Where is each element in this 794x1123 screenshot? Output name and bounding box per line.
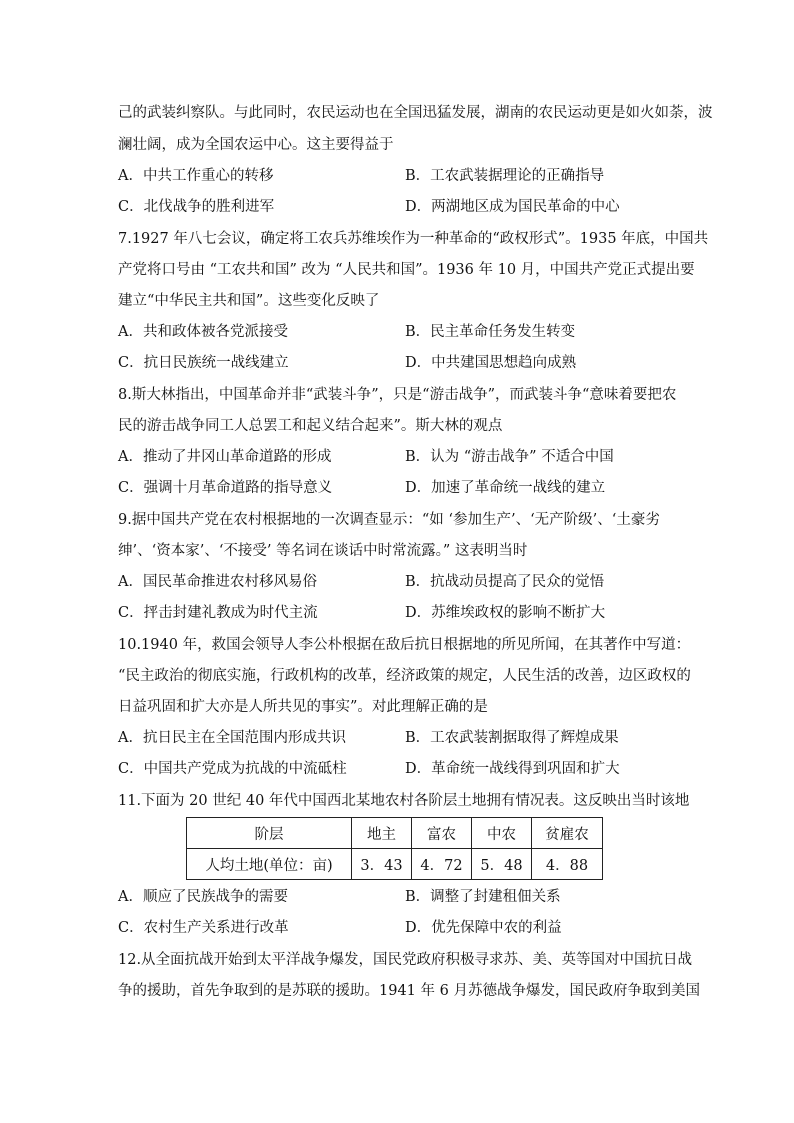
table-cell: 4．88 — [532, 849, 603, 880]
table-row — [187, 849, 603, 880]
table-header-cell: 贫雇农 — [532, 818, 603, 849]
q12-text-line1: 12.从全面抗战开始到太平洋战争爆发，国民党政府积极寻求苏、美、英等国对中国抗日战 — [118, 952, 693, 968]
q7-option-a: A．共和政体被各党派接受 — [118, 324, 288, 340]
q8-option-c: C．强调十月革命道路的指导意义 — [118, 480, 333, 496]
q9-text-line1: 9.据中国共产党在农村根据地的一次调查显示：“如 ‘参加生产’、‘无产阶级’、‘土豪劣 — [118, 512, 660, 528]
table-cell: 5．48 — [472, 849, 532, 880]
q11-option-a: A．顺应了民族战争的需要 — [118, 889, 288, 905]
land-ownership-table — [186, 817, 603, 880]
table-cell: 人均土地(单位：亩) — [187, 849, 352, 880]
q10-text-line3: 日益巩固和扩大亦是人所共见的事实”。对此理解正确的是 — [118, 699, 488, 715]
table-header-row — [187, 818, 603, 849]
q10-text-line1: 10.1940 年，救国会领导人李公朴根据在敌后抗日根据地的所见所闻，在其著作中写道： — [118, 637, 691, 653]
q6-option-a: A．中共工作重心的转移 — [118, 168, 274, 184]
table-cell: 4．72 — [412, 849, 472, 880]
table-cell: 3．43 — [352, 849, 412, 880]
q7-text-line2: 产党将口号由 “工农共和国” 改为 “人民共和国”。1936 年 10 月，中国共产党正式提出要 — [118, 262, 695, 278]
q8-text-line2: 民的游击战争同工人总罢工和起义结合起来”。斯大林的观点 — [118, 418, 503, 434]
q10-option-d: D．革命统一战线得到巩固和扩大 — [405, 761, 620, 777]
q10-option-a: A．抗日民主在全国范围内形成共识 — [118, 730, 346, 746]
q9-option-b: B．抗战动员提高了民众的觉悟 — [405, 574, 605, 590]
q7-option-c: C．抗日民族统一战线建立 — [118, 355, 289, 371]
q11-option-c: C．农村生产关系进行改革 — [118, 920, 289, 936]
q9-option-d: D．苏维埃政权的影响不断扩大 — [405, 605, 606, 621]
q10-option-b: B．工农武装割据取得了辉煌成果 — [405, 730, 619, 746]
q10-text-line2: “民主政治的彻底实施，行政机构的改革，经济政策的规定，人民生活的改善，边区政权的 — [118, 668, 691, 684]
q9-option-c: C．抨击封建礼教成为时代主流 — [118, 605, 318, 621]
q12-text-line2: 争的援助，首先争取到的是苏联的援助。1941 年 6 月苏德战争爆发，国民政府争取到美国 — [118, 983, 700, 999]
q8-option-a: A．推动了井冈山革命道路的形成 — [118, 449, 332, 465]
q8-text-line1: 8.斯大林指出，中国革命并非“武装斗争”，只是“游击战争”，而武装斗争“意味着要把农 — [118, 387, 677, 403]
table-header-cell: 阶层 — [187, 818, 352, 849]
q11-option-d: D．优先保障中农的利益 — [405, 920, 562, 936]
q6-text-line1: 己的武装纠察队。与此同时，农民运动也在全国迅猛发展，湖南的农民运动更是如火如荼，波 — [118, 105, 713, 121]
q7-text-line3: 建立“中华民主共和国”。这些变化反映了 — [118, 293, 380, 309]
q11-option-b: B．调整了封建租佃关系 — [405, 889, 561, 905]
q6-option-b: B．工农武装据理论的正确指导 — [405, 168, 605, 184]
q8-option-b: B．认为 “游击战争” 不适合中国 — [405, 449, 614, 465]
table-header-cell: 地主 — [352, 818, 412, 849]
q10-option-c: C．中国共产党成为抗战的中流砥柱 — [118, 761, 347, 777]
q7-option-b: B．民主革命任务发生转变 — [405, 324, 576, 340]
table-header-cell: 中农 — [472, 818, 532, 849]
q7-option-d: D．中共建国思想趋向成熟 — [405, 355, 577, 371]
q11-text-line1: 11.下面为 20 世纪 40 年代中国西北某地农村各阶层土地拥有情况表。这反映出当时该地 — [118, 793, 690, 809]
q9-option-a: A．国民革命推进农村移风易俗 — [118, 574, 317, 590]
q6-option-c: C．北伐战争的胜利进军 — [118, 199, 275, 215]
q6-option-d: D．两湖地区成为国民革命的中心 — [405, 199, 620, 215]
q9-text-line2: 绅’、‘资本家’、‘不接受’ 等名词在谈话中时常流露。” 这表明当时 — [118, 543, 528, 559]
q6-text-line2: 澜壮阔，成为全国农运中心。这主要得益于 — [118, 137, 394, 153]
q7-text-line1: 7.1927 年八七会议，确定将工农兵苏维埃作为一种革命的“政权形式”。1935 年底，中国共 — [118, 231, 709, 247]
q8-option-d: D．加速了革命统一战线的建立 — [405, 480, 606, 496]
table-header-cell: 富农 — [412, 818, 472, 849]
